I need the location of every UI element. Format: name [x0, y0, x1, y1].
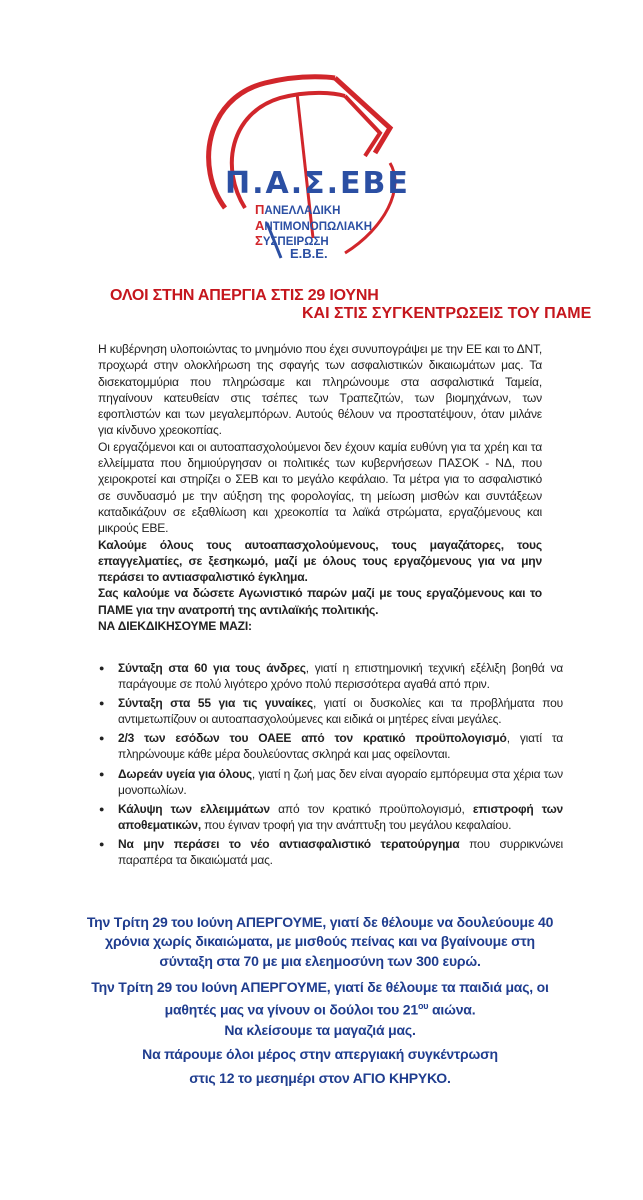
headline-line1: ΟΛΟΙ ΣΤΗΝ ΑΠΕΡΓΙΑ ΣΤΙΣ 29 ΙΟΥΝΗ [110, 287, 379, 304]
demand-item-4: ● Δωρεάν υγεία για όλους, γιατί η ζωή μας δεν είναι αγοραίο εμπόρευμα στα χέρια των μονοπωλίων. [118, 766, 563, 798]
demand-item-6: ● Να μην περάσει το νέο αντιασφαλιστικό τερατούργημα που συρρικνώνει παραπέρα τα δικαιώματά μας. [118, 836, 563, 868]
closing-4: Να πάρουμε όλοι μέρος στην απεργιακή συγκέντρωση [142, 1046, 498, 1062]
logo-ebe: Ε.Β.Ε. [290, 246, 328, 261]
closing-1: Την Τρίτη 29 του Ιούνη ΑΠΕΡΓΟΥΜΕ, γιατί δε θέλουμε να δουλεύουμε 40 χρόνια χωρίς δικαιώματα, με μισθούς πείνας και να βγαίνουμε στη σύνταξη στα 70 με μια ελεημοσύνη των 300 ευρώ. [86, 914, 554, 969]
demands-list [98, 660, 563, 871]
headline-line2: ΚΑΙ ΣΤΙΣ ΣΥΓΚΕΝΤΡΩΣΕΙΣ ΤΟΥ ΠΑΜΕ [302, 305, 592, 322]
demand-item-1: ● Σύνταξη στα 60 για τους άνδρες, γιατί η επιστημονική τεχνική εξέλιξη βοηθά να παράγουμε σε πολύ λιγότερο χρόνο πολύ περισσότερα αγαθά από πριν. [118, 660, 563, 692]
paragraph-4: Σας καλούμε να δώσετε Αγωνιστικό παρών μαζί με τους εργαζόμενους και το ΠΑΜΕ για την ανατροπή της αντιλαϊκής πολιτικής. [98, 586, 542, 617]
paragraph-3: Καλούμε όλους τους αυτοαπασχολούμενους, τους μαγαζάτορες, τους επαγγελματίες, σε ξεσηκωμό, μαζί με όλους τους εργαζόμενους για να μην περάσει το αντιασφαλιστικό έγκλημα. [98, 537, 542, 585]
body-text [98, 341, 542, 634]
demand-item-3: ● 2/3 των εσόδων του ΟΑΕΕ από τον κρατικό προϋπολογισμό, γιατί τα πληρώνουμε κάθε μέρα δουλεύοντας σκληρά και μας οφείλονται. [118, 730, 563, 762]
demand-item-2: ● Σύνταξη στα 55 για τις γυναίκες, γιατί οι δυσκολίες και τα προβλήματα που αντιμετωπίζουν οι αυτοαπασχολούμενες και ειδικά οι μητέρες είναι μεγάλες. [118, 695, 563, 727]
logo-title: Π.Α.Σ.ΕΒΕ [225, 166, 410, 201]
paragraph-5: ΝΑ ΔΙΕΚΔΙΚΗΣΟΥΜΕ ΜΑΖΙ: [98, 619, 252, 634]
paragraph-1: Η κυβέρνηση υλοποιώντας το μνημόνιο που έχει συνυπογράψει με την ΕΕ και το ΔΝΤ, προχωρά στην ολοκλήρωση της σφαγής των ασφαλιστικών δικαιωμάτων μας. Τα δισεκατομμύρια που πληρώσαμε και πληρώνουμε στα ασφαλιστικά Ταμεία, πηγαίνουν κατευθείαν στις τσέπες των Τραπεζιτών, των βιομηχάνων, των εφοπλιστών και των μεγαλεμπόρων. Αυτούς θέλουν να προστατέψουν, όταν μιλάνε για κίνδυνο χρεοκοπίας. [98, 342, 542, 438]
closing-5: στις 12 το μεσημέρι στον ΑΓΙΟ ΚΗΡΥΚΟ. [189, 1070, 451, 1086]
closing-3: Να κλείσουμε τα μαγαζιά μας. [224, 1022, 416, 1038]
closing-2: Την Τρίτη 29 του Ιούνη ΑΠΕΡΓΟΥΜΕ, γιατί δε θέλουμε τα παιδιά μας, οι μαθητές μας να γίνουν οι δούλοι του $21^{o\upsilon}$ αιώνα. [91, 979, 549, 1019]
demand-item-5: ● Κάλυψη των ελλειμμάτων από τον κρατικό προϋπολογισμό, επιστροφή των αποθεματικών, που έγιναν τροφή για την ανάπτυξη του μεγάλου κεφαλαίου. [118, 801, 563, 833]
logo-subtitle: ΠΑΝΕΛΛΑΔΙΚΗ ΑΝΤΙΜΟΝΟΠΩΛΙΑΚΗ ΣΥΣΠΕΙΡΩΣΗ [255, 202, 372, 248]
paragraph-2: Οι εργαζόμενοι και οι αυτοαπασχολούμενοι δεν έχουν καμία ευθύνη για τα χρέη και τα ελλείμματα που δημιούργησαν οι πολιτικές των κυβερνήσεων ΠΑΣΟΚ - ΝΔ, που χειροκροτεί και στηρίζει ο ΣΕΒ και το μεγάλο κεφάλαιο. Τα μέτρα για το ασφαλιστικό σε συνδυασμό με την αύξηση της φορολογίας, τη μείωση μισθών και συντάξεων καταδικάζουν σε εξαθλίωση και χρεοκοπία τα λαϊκά στρώματα, εργαζόμενους και μικρούς ΕΒΕ. [98, 439, 542, 536]
